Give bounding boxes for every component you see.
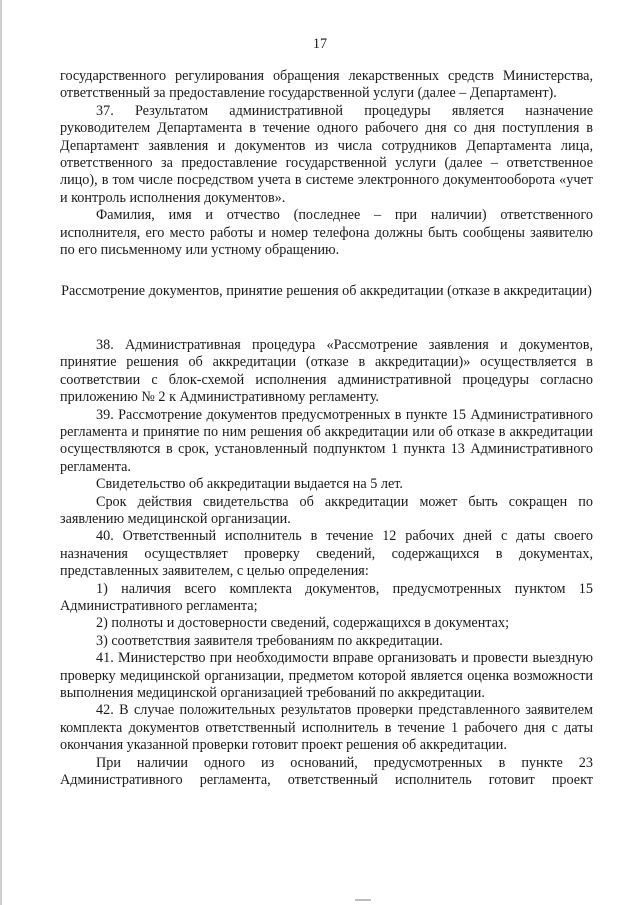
paragraph-term-reduction: Срок действия свидетельства об аккредитации может быть сокращен по заявлению медицинской организации. [60, 493, 593, 527]
page-number: 17 [312, 36, 328, 52]
paragraph-39: 39. Рассмотрение документов предусмотренных в пункте 15 Административного регламента и принятие по ним решения об аккредитации или об отказе в аккредитации осуществляются в срок, установленный подпунктом 1 пункта 13 Административного регламента. [60, 406, 593, 475]
scan-artifact [355, 899, 371, 901]
paragraph-42: 42. В случае положительных результатов проверки представленного заявителем комплекта документов ответственный исполнитель в течение 1 рабочего дня с даты окончания указанной проверки готовит проект решения об аккредитации. [60, 702, 593, 754]
paragraph-continuation: государственного регулирования обращения лекарственных средств Министерства, ответственный за предоставление государственной услуги (далее – Департамент). [60, 68, 593, 102]
paragraph-refusal-grounds: При наличии одного из оснований, предусмотренных в пункте 23 Административного регламента, ответственный исполнитель готовит проект [60, 754, 593, 789]
list-item-3: 3) соответствия заявителя требованиям по аккредитации. [96, 632, 443, 649]
paragraph-41: 41. Министерство при необходимости вправе организовать и провести выездную проверку медицинской организации, предметом которой является оценка возможности выполнения медицинской организацией требований по аккредитации. [60, 650, 593, 701]
document-body [60, 68, 593, 789]
paragraph-40: 40. Ответственный исполнитель в течение 12 рабочих дней с даты своего назначения осуществляет проверку сведений, содержащихся в документах, представленных заявителем, с целью определения: [60, 528, 593, 580]
paragraph-37: 37. Результатом административной процедуры является назначение руководителем Департамента в течение одного рабочего дня со дня поступления в Департамент заявления и документов из числа сотрудников Департамента лица, ответственного за предоставление государственной услуги (далее – ответственное лицо), в том числе посредством учета в системе электронного документооборота «учет и контроль исполнения документов». [60, 102, 593, 206]
scan-edge [0, 0, 2, 905]
list-item-1: 1) наличия всего комплекта документов, предусмотренных пунктом 15 Административного регламента; [60, 580, 593, 614]
paragraph-38: 38. Административная процедура «Рассмотрение заявления и документов, принятие решения об аккредитации (отказе в аккредитации)» осуществляется в соответствии с блок-схемой исполнения административной процедуры согласно приложению № 2 к Административному регламенту. [60, 336, 593, 406]
paragraph-responsible-person: Фамилия, имя и отчество (последнее – при наличии) ответственного исполнителя, его место работы и номер телефона должны быть сообщены заявителю по его письменному или устному обращению. [60, 207, 593, 259]
paragraph-certificate-term: Свидетельство об аккредитации выдается на 5 лет. [96, 476, 403, 493]
list-item-2: 2) полноты и достоверности сведений, содержащихся в документах; [96, 615, 510, 632]
section-heading: Рассмотрение документов, принятие решения об аккредитации (отказе в аккредитации) [61, 283, 592, 300]
